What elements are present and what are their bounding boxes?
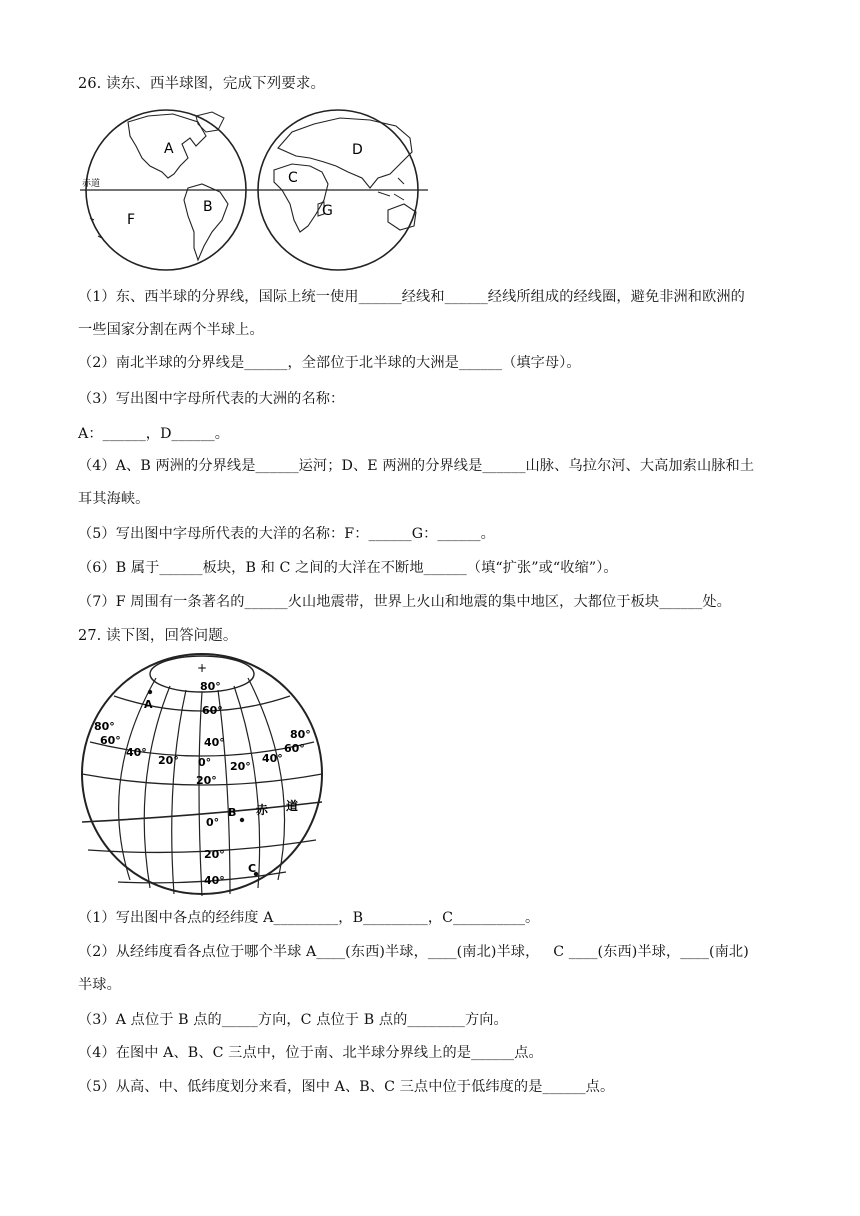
point-a-dot — [148, 690, 152, 694]
equator-char-2: 道 — [286, 799, 299, 813]
equator-label: 赤道 — [82, 179, 101, 189]
q26-line-10: （7）F 周围有一条著名的______火山地震带，世界上火山和地震的集中地区，大都位于板块______处。 — [78, 594, 731, 610]
point-a-label: A — [144, 698, 153, 711]
africa-outline — [274, 164, 328, 232]
hemispheres-map — [78, 108, 430, 272]
q26-line-3: （2）南北半球的分界线是______，全部位于北半球的大洲是______（填字母）。 — [78, 355, 581, 371]
question-27-title: 27. 读下图，回答问题。 — [78, 628, 238, 644]
q26-line-2: 一些国家分割在两个半球上。 — [78, 322, 264, 338]
q27-line-3: 半球。 — [78, 977, 121, 993]
q26-line-7: 耳其海峡。 — [78, 491, 150, 507]
label-equator-0: 0° — [206, 816, 220, 829]
australia-outline — [388, 204, 416, 230]
label-right-60: 60° — [284, 742, 305, 755]
q26-line-8: （5）写出图中字母所代表的大洋的名称：F：______G：______。 — [78, 526, 495, 542]
meridian-line-4 — [199, 692, 202, 896]
label-south-20: 20° — [204, 848, 225, 861]
meridian-line-5 — [218, 690, 230, 894]
point-c-label: C — [248, 862, 257, 875]
q27-line-2: （2）从经纬度看各点位于哪个半球 A____(东西)半球，____(南北)半球， C ____(东西)半球，____(南北) — [78, 944, 749, 960]
q26-line-1: （1）东、西半球的分界线，国际上统一使用______经线和______经线所组成的经线圈，避免非洲和欧洲的 — [78, 289, 745, 305]
point-b-label: B — [228, 806, 237, 819]
meridian-line-3 — [172, 690, 186, 894]
q26-line-5: A：______，D______。 — [78, 426, 230, 442]
label-center-20: 20° — [196, 774, 217, 787]
point-b-dot — [240, 818, 244, 822]
label-right-80: 80° — [290, 728, 311, 741]
meridian-line-6 — [234, 686, 260, 888]
greenland-outline — [196, 112, 224, 132]
label-top-80: 80° — [200, 680, 221, 693]
globe-grid-figure — [78, 650, 326, 898]
map-letter-f: F — [127, 212, 136, 228]
q27-line-6: （5）从高、中、低纬度划分来看，图中 A、B、C 三点中位于低纬度的是______点。 — [78, 1079, 615, 1095]
islands-outline — [90, 178, 404, 238]
question-26-title: 26. 读东、西半球图，完成下列要求。 — [78, 76, 326, 92]
latitude-40-south-line — [118, 872, 286, 883]
meridian-line-2 — [144, 686, 170, 888]
label-right-40: 40° — [262, 752, 283, 765]
map-letter-d: D — [352, 142, 363, 158]
q26-line-4: （3）写出图中字母所代表的大洲的名称： — [78, 391, 345, 407]
eurasia-outline — [278, 118, 412, 188]
meridian-line-7 — [248, 678, 285, 880]
label-right-20: 20° — [230, 760, 251, 773]
map-letter-c: C — [288, 170, 298, 186]
equator-char-1: 赤 — [256, 803, 269, 817]
map-letter-b: B — [203, 199, 213, 215]
label-top-60: 60° — [202, 704, 223, 717]
label-left-80: 80° — [94, 720, 115, 733]
q27-line-5: （4）在图中 A、B、C 三点中，位于南、北半球分界线上的是______点。 — [78, 1045, 543, 1061]
q27-line-4: （3）A 点位于 B 点的_____方向，C 点位于 B 点的________方向。 — [78, 1012, 508, 1028]
map-letter-a: A — [164, 141, 174, 157]
label-left-20: 20° — [158, 754, 179, 767]
north-pole-marker: + — [197, 661, 208, 675]
label-center-0: 0° — [198, 756, 212, 769]
q26-line-6: （4）A、B 两洲的分界线是______运河；D、E 两洲的分界线是______山脉、乌拉尔河、大高加索山脉和土 — [78, 458, 755, 474]
label-left-60: 60° — [100, 734, 121, 747]
q26-line-9: （6）B 属于______板块，B 和 C 之间的大洋在不断地______（填“扩张”或“收缩”）。 — [78, 560, 618, 576]
map-letter-g: G — [322, 203, 333, 219]
label-south-40: 40° — [204, 874, 225, 887]
label-left-40: 40° — [126, 746, 147, 759]
label-top-40: 40° — [204, 736, 225, 749]
q27-line-1: （1）写出图中各点的经纬度 A_________，B_________，C__________。 — [78, 910, 540, 926]
